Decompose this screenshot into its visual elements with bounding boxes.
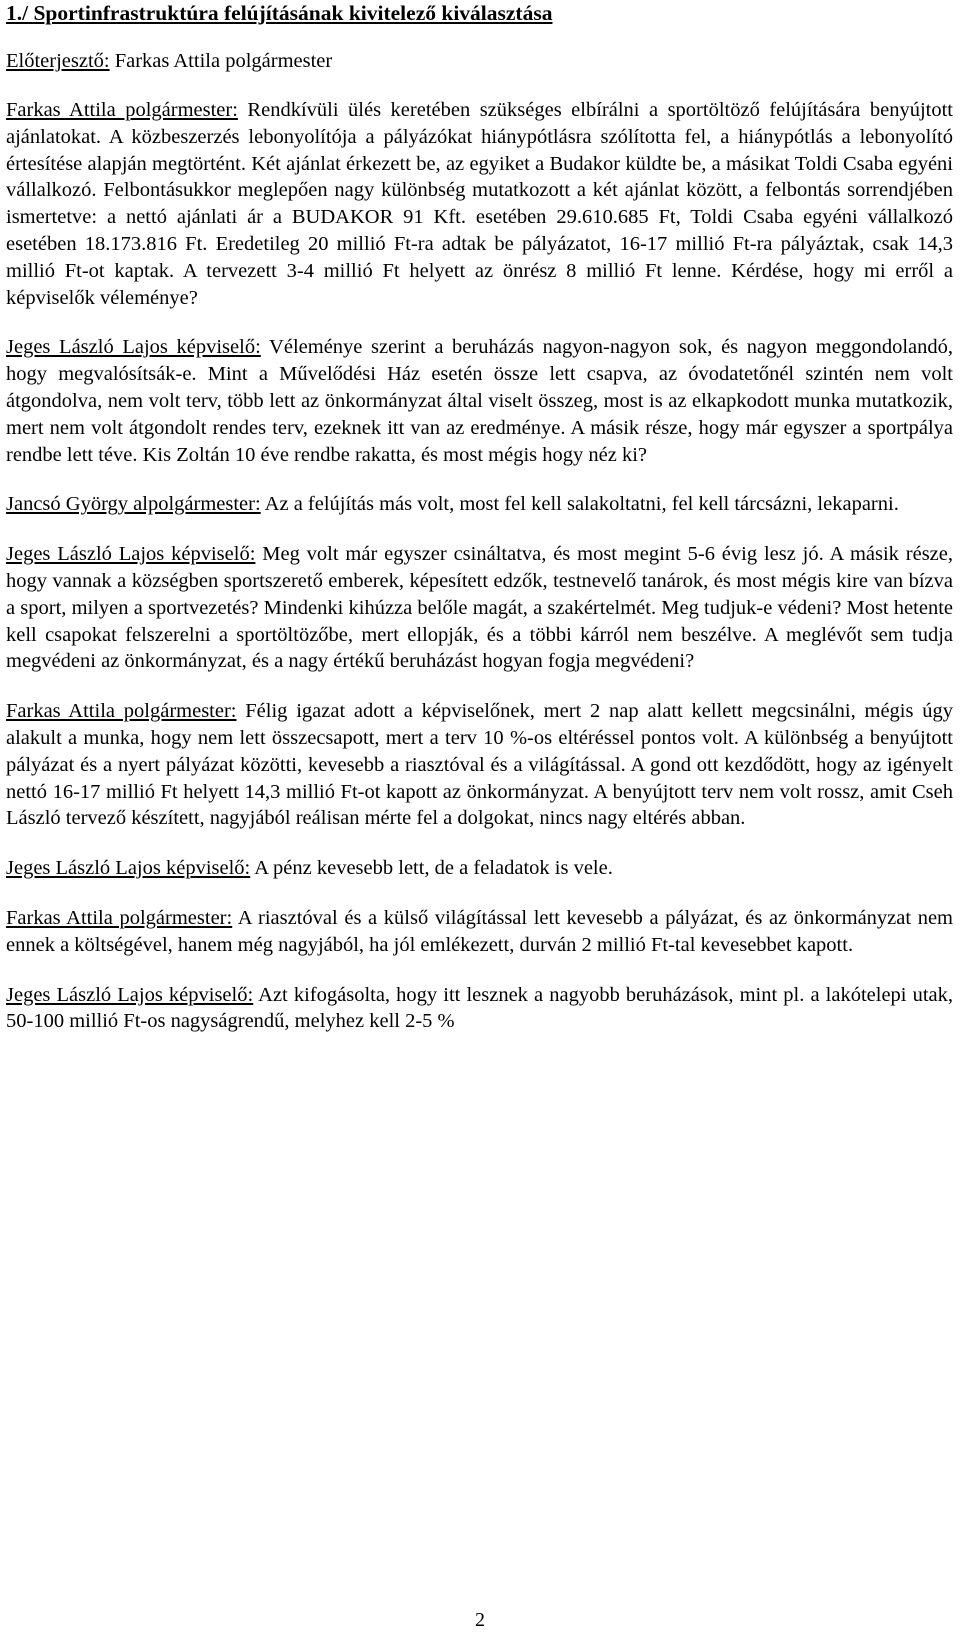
agenda-item-heading: 1./ Sportinfrastruktúra felújításának kivitelező kiválasztása — [6, 1, 553, 25]
minutes-paragraph — [6, 698, 953, 832]
paragraph-text: Félig igazat adott a képviselőnek, mert 2 nap alatt kellett megcsinálni, mégis úgy alakult a munka, hogy nem lett összecsapott, mert a terv 10 %-os eltéréssel pontos volt. A különbség a benyújtott pályázat és a nyert pályázat közötti, kevesebb a riasztóval és a világítással. A gond ott kezdődött, hogy az igényelt nettó 16-17 millió Ft helyett 14,3 millió Ft-ot kapott az önkormányzat. A benyújtott terv nem volt rossz, amit Cseh László tervező készített, nagyjából reálisan mérte fel a dolgokat, nincs nagy eltérés abban. — [6, 700, 953, 830]
minutes-paragraph — [6, 982, 953, 1036]
paragraph-text: Az a felújítás más volt, most fel kell salakoltatni, fel kell tárcsázni, lekaparni. — [260, 493, 899, 516]
paragraph-text: Rendkívüli ülés keretében szükséges elbírálni a sportöltöző felújítására benyújtott ajánlatokat. A közbeszerzés lebonyolítója a pályázókat hiánypótlásra szólította fel, a hiánypótlás a lebonyolító értesítése alapján megtörtént. Két ajánlat érkezett be, az egyiket a Budakor küldte be, a másikat Toldi Csaba egyéni vállalkozó. Felbontásukkor meglepően nagy különbség mutatkozott a két ajánlat között, a felbontás sorrendjében ismertetve: a nettó ajánlati ár a BUDAKOR 91 Kft. esetében 29.610.685 Ft, Toldi Csaba egyéni vállalkozó esetében 18.173.816 Ft. Eredetileg 20 millió Ft-ra adtak be pályázatot, 16-17 millió Ft-ra pályáztak, csak 14,3 millió Ft-ot kaptak. A tervezett 3-4 millió Ft helyett az önrész 8 millió Ft lenne. Kérdése, hogy mi erről a képviselők véleménye? — [6, 99, 953, 309]
paragraph-text: A riasztóval és a külső világítással lett kevesebb a pályázat, és az önkormányzat nem ennek a költségével, hanem még nagyjából, ha jól emlékezett, durván 2 millió Ft-tal kevesebbet kapott. — [6, 906, 953, 956]
speaker-name: Jeges László Lajos képviselő: — [6, 857, 251, 880]
presenter-line — [6, 48, 953, 74]
presenter-label: Előterjesztő: — [6, 50, 110, 72]
speaker-name: Jeges László Lajos képviselő: — [6, 336, 261, 359]
speaker-name: Farkas Attila polgármester: — [6, 906, 233, 929]
presenter-name: Farkas Attila polgármester — [109, 50, 333, 72]
speaker-name: Jeges László Lajos képviselő: — [6, 983, 254, 1006]
speaker-name: Jancsó György alpolgármester: — [6, 493, 261, 516]
speaker-name: Jeges László Lajos képviselő: — [6, 543, 256, 566]
paragraph-text: Véleménye szerint a beruházás nagyon-nagyon sok, és nagyon meggondolandó, hogy megvalósítsák-e. Mint a Művelődési Ház esetén össze lett csapva, az óvodatetőnél szintén nem volt átgondolva, nem volt terv, több lett az önkormányzat által viselt összeg, most is az elkapkodott munka mutatkozik, mert nem volt átgondolt rendes terv, ezeknek itt van az eredménye. A másik része, hogy már egyszer a sportpálya rendbe lett téve. Kis Zoltán 10 éve rendbe rakatta, és most mégis hogy néz ki? — [6, 336, 953, 466]
document-page — [6, 0, 953, 1035]
paragraph-text: Meg volt már egyszer csináltatva, és most megint 5-6 évig lesz jó. A másik része, hogy vannak a községben sportszerető emberek, képesített edzők, testnevelő tanárok, és most mégis kire van bízva a sport, milyen a sportvezetés? Mindenki kihúzza belőle magát, a szakértelmét. Meg tudjuk-e védeni? Most hetente kell csapokat felszerelni a sportöltözőbe, mert ellopják, és a többi kárról nem beszélve. A meglévőt sem tudja megvédeni az önkormányzat, és a nagy értékű beruházást hogyan fogja megvédeni? — [6, 543, 954, 673]
minutes-paragraph — [6, 905, 953, 959]
speaker-name: Farkas Attila polgármester: — [6, 99, 238, 121]
minutes-paragraph — [6, 855, 953, 882]
paragraph-text: A pénz kevesebb lett, de a feladatok is vele. — [250, 857, 613, 880]
minutes-paragraph — [6, 541, 953, 675]
speaker-name: Farkas Attila polgármester: — [6, 700, 237, 723]
minutes-paragraph — [6, 334, 953, 468]
paragraph-text: Azt kifogásolta, hogy itt lesznek a nagyobb beruházások, mint pl. a lakótelepi utak, 50-100 millió Ft-os nagyságrendű, melyhez kell 2-5 % — [6, 983, 954, 1033]
minutes-paragraph — [6, 97, 953, 311]
page-number: 2 — [475, 1609, 485, 1631]
minutes-paragraph — [6, 491, 953, 518]
